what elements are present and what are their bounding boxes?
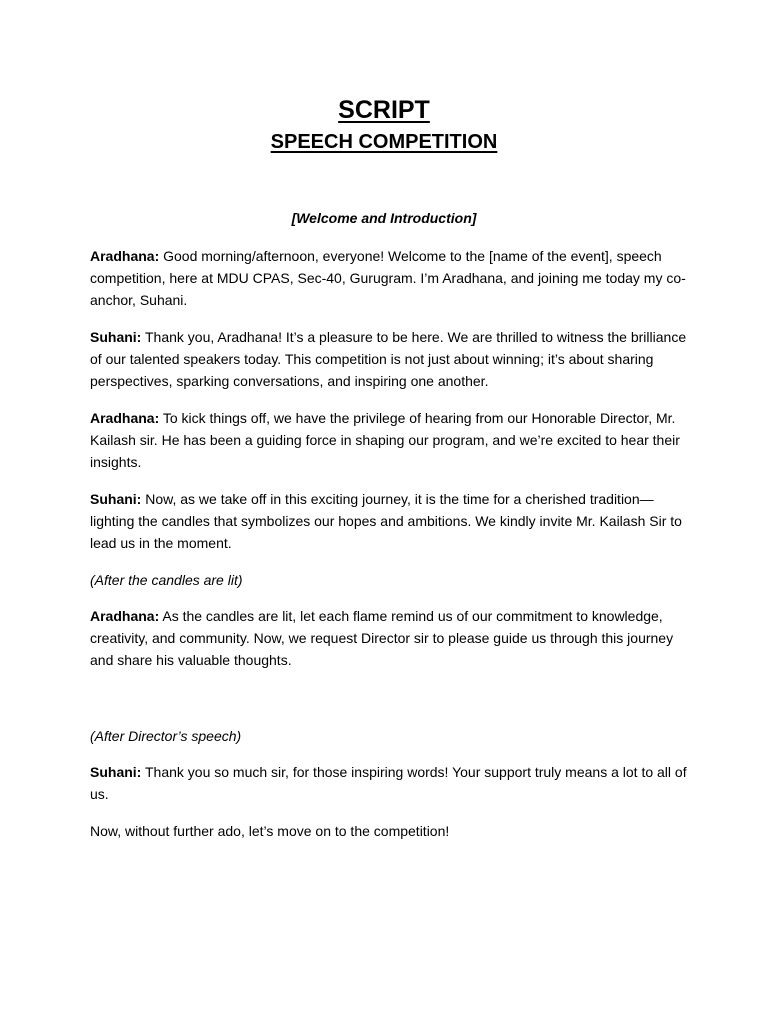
speaker-name: Suhani: (90, 329, 142, 345)
paragraph-text: Thank you so much sir, for those inspiring words! Your support truly means a lot to all of us. (90, 764, 687, 802)
speaker-name: Aradhana: (90, 248, 160, 264)
paragraph-suhani-thanks (90, 326, 690, 392)
paragraph-aradhana-director (90, 407, 690, 473)
paragraph-text: Now, as we take off in this exciting journey, it is the time for a cherished tradition—lighting the candles that symbolizes our hopes and ambitions. We kindly invite Mr. Kailash Sir to lead us in the moment. (90, 491, 682, 551)
paragraph-suhani-thank-you (90, 761, 690, 805)
paragraph-text: Thank you, Aradhana! It’s a pleasure to be here. We are thrilled to witness the brilliance of our talented speakers today. This competition is not just about winning; it’s about sharing perspectives, sparking conversations, and inspiring one another. (90, 329, 687, 389)
paragraph-text: Now, without further ado, let’s move on to the competition! (90, 823, 450, 839)
paragraph-text: Good morning/afternoon, everyone! Welcome to the [name of the event], speech competition, here at MDU CPAS, Sec-40, Gurugram. I’m Aradhana, and joining me today my co-anchor, Suhani. (90, 248, 686, 308)
stage-direction-candles: (After the candles are lit) (90, 572, 243, 588)
document-title: SCRIPT (338, 96, 430, 124)
paragraph-aradhana-welcome (90, 245, 690, 311)
speaker-name: Aradhana: (90, 608, 160, 624)
speaker-name: Suhani: (90, 491, 142, 507)
paragraph-text: As the candles are lit, let each flame remind us of our commitment to knowledge, creativity, and community. Now, we request Director sir to please guide us through this journey and share his valuable thoughts. (90, 608, 674, 668)
paragraph-suhani-candles (90, 488, 690, 554)
speaker-name: Aradhana: (90, 410, 160, 426)
speaker-name: Suhani: (90, 764, 142, 780)
stage-direction-director-speech: (After Director’s speech) (90, 728, 242, 744)
paragraph-move-on (90, 820, 690, 842)
paragraph-aradhana-commitment (90, 605, 690, 671)
section-heading: [Welcome and Introduction] (291, 210, 477, 226)
paragraph-text: To kick things off, we have the privilege of hearing from our Honorable Director, Mr. Kailash sir. He has been a guiding force in shaping our program, and we’re excited to hear their insights. (90, 410, 680, 470)
document-subtitle: SPEECH COMPETITION (270, 131, 498, 153)
